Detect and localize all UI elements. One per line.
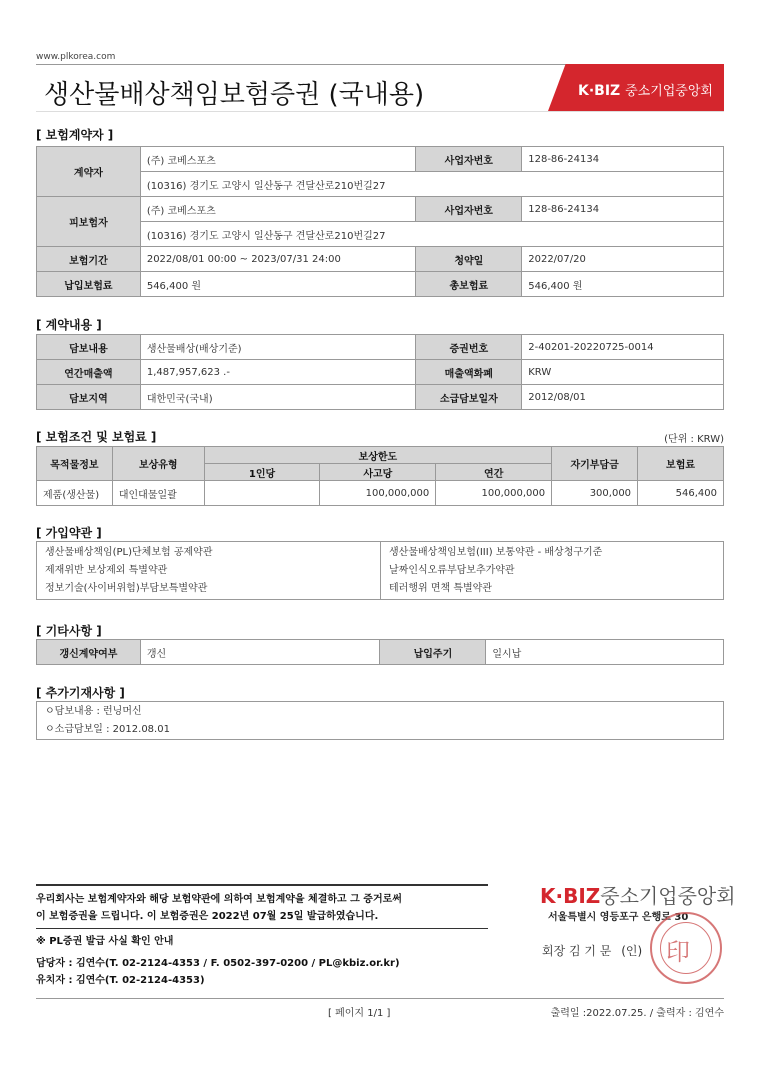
- insured-label: 피보험자: [37, 197, 141, 247]
- logo-org: 중소기업중앙회: [625, 84, 713, 99]
- statement-line-1: 우리회사는 보험계약자와 해당 보험약관에 의하여 보험계약을 체결하고 그 증거로써: [36, 894, 402, 905]
- row-type: 대인대물일괄: [112, 481, 204, 506]
- paid-premium-label: 납입보험료: [37, 272, 141, 297]
- renewal-value: 갱신: [140, 640, 380, 665]
- logo-brand: K·BIZ: [578, 83, 621, 99]
- region-label: 담보지역: [37, 385, 141, 410]
- insured-bizno-label: 사업자번호: [416, 197, 522, 222]
- official-seal-icon: 印: [650, 912, 722, 984]
- extra-box: [36, 701, 724, 740]
- conditions-table: [36, 446, 724, 506]
- period-label: 보험기간: [37, 247, 141, 272]
- retro-date-label: 소급담보일자: [416, 385, 522, 410]
- col-type: 보상유형: [112, 447, 204, 481]
- clause-item: 날짜인식오류부담보추가약관: [389, 565, 515, 576]
- sales-label: 연간매출액: [37, 360, 141, 385]
- certno-label: 증권번호: [416, 335, 522, 360]
- currency-value: KRW: [522, 360, 724, 385]
- contact-line-1: 담당자 : 김연수(T. 02-2124-4353 / F. 0502-397-0200 / PL@kbiz.or.kr): [36, 958, 400, 969]
- section-clauses: [ 가입약관 ]: [36, 526, 102, 540]
- section-conditions: [ 보험조건 및 보험료 ]: [36, 430, 157, 444]
- col-premium: 보험료: [638, 447, 724, 481]
- contact-line-2: 유치자 : 김연수(T. 02-2124-4353): [36, 975, 205, 986]
- footer-logo-brand: K·BIZ: [540, 884, 601, 908]
- col-deductible: 자기부담금: [552, 447, 638, 481]
- footer-mid-rule: [36, 928, 488, 929]
- currency-label: 매출액화폐: [416, 360, 522, 385]
- region-value: 대한민국(국내): [140, 385, 416, 410]
- bottom-rule: [36, 998, 724, 999]
- retro-date-value: 2012/08/01: [522, 385, 724, 410]
- renewal-label: 갱신계약여부: [37, 640, 141, 665]
- row-annual: 100,000,000: [436, 481, 552, 506]
- coverage-value: 생산물배상(배상기준): [140, 335, 416, 360]
- contractor-address: (10316) 경기도 고양시 일산동구 견달산로210번길27: [140, 172, 723, 197]
- row-per-accident: 100,000,000: [320, 481, 436, 506]
- col-annual: 연간: [436, 464, 552, 481]
- cycle-value: 일시납: [486, 640, 724, 665]
- col-limit: 보상한도: [204, 447, 551, 464]
- contract-content-table: [36, 334, 724, 410]
- clauses-left: [37, 542, 381, 599]
- print-info: 출력일 :2022.07.25. / 출력자 : 김연수: [550, 1008, 724, 1019]
- clauses-right: [381, 542, 723, 599]
- cycle-label: 납입주기: [380, 640, 486, 665]
- unit-note: (단위 : KRW): [664, 434, 724, 445]
- col-per-person: 1인당: [204, 464, 320, 481]
- row-deductible: 300,000: [552, 481, 638, 506]
- footer-org-logo: [540, 880, 736, 909]
- subscribe-value: 2022/07/20: [522, 247, 724, 272]
- statement-line-2: 이 보험증권을 드립니다. 이 보험증권은 2022년 07월 25일 발급하였습니다.: [36, 911, 379, 922]
- page-indicator: [ 페이지 1/1 ]: [328, 1008, 391, 1019]
- contractor-bizno-label: 사업자번호: [416, 147, 522, 172]
- clause-item: 생산물배상책임(PL)단체보험 공제약관: [45, 547, 213, 558]
- period-value: 2022/08/01 00:00 ~ 2023/07/31 24:00: [140, 247, 416, 272]
- contract-parties-table: [36, 146, 724, 297]
- total-premium-label: 총보험료: [416, 272, 522, 297]
- section-other: [ 기타사항 ]: [36, 624, 102, 638]
- footer-top-rule: [36, 884, 488, 886]
- subscribe-label: 청약일: [416, 247, 522, 272]
- col-per-accident: 사고당: [320, 464, 436, 481]
- row-premium: 546,400: [638, 481, 724, 506]
- page-title: 생산물배상책임보험증권 (국내용): [44, 80, 425, 110]
- coverage-label: 담보내용: [37, 335, 141, 360]
- site-url: www.plkorea.com: [36, 52, 116, 62]
- extra-line: ㅇ소급담보일 : 2012.08.01: [45, 724, 170, 735]
- clauses-box: [36, 541, 724, 600]
- section-contract-content: [ 계약내용 ]: [36, 318, 102, 332]
- contractor-bizno: 128-86-24134: [522, 147, 724, 172]
- insured-bizno: 128-86-24134: [522, 197, 724, 222]
- org-address: 서울특별시 영등포구 은행로 30: [548, 912, 689, 923]
- total-premium-value: 546,400 원: [522, 272, 724, 297]
- paid-premium-value: 546,400 원: [140, 272, 416, 297]
- insured-address: (10316) 경기도 고양시 일산동구 견달산로210번길27: [140, 222, 723, 247]
- seal-mark: (인): [621, 944, 643, 958]
- section-contract-parties: [ 보험계약자 ]: [36, 128, 114, 142]
- sales-value: 1,487,957,623 .-: [140, 360, 416, 385]
- kbiz-logo: [578, 80, 713, 99]
- extra-line: ㅇ담보내용 : 런닝머신: [45, 706, 142, 717]
- certno-value: 2-40201-20220725-0014: [522, 335, 724, 360]
- contractor-label: 계약자: [37, 147, 141, 197]
- other-table: [36, 639, 724, 665]
- row-object: 제품(생산물): [37, 481, 113, 506]
- chairman-name: [542, 942, 642, 959]
- footer-logo-org: 중소기업중앙회: [600, 884, 736, 908]
- clause-item: 정보기술(사이버위험)부담보특별약관: [45, 583, 208, 594]
- clause-item: 제재위반 보상제외 특별약관: [45, 565, 168, 576]
- contractor-name: (주) 코베스포츠: [140, 147, 416, 172]
- row-per-person: [204, 481, 320, 506]
- insured-name: (주) 코베스포츠: [140, 197, 416, 222]
- section-extra: [ 추가기재사항 ]: [36, 686, 125, 700]
- chairman-text: 회장 김 기 문: [542, 944, 612, 958]
- issuance-notice: ※ PL증권 발급 사실 확인 안내: [36, 936, 174, 947]
- clause-item: 테러행위 면책 특별약관: [389, 583, 492, 594]
- clause-item: 생산물배상책임보험(III) 보통약관 - 배상청구기준: [389, 547, 603, 558]
- col-object: 목적물정보: [37, 447, 113, 481]
